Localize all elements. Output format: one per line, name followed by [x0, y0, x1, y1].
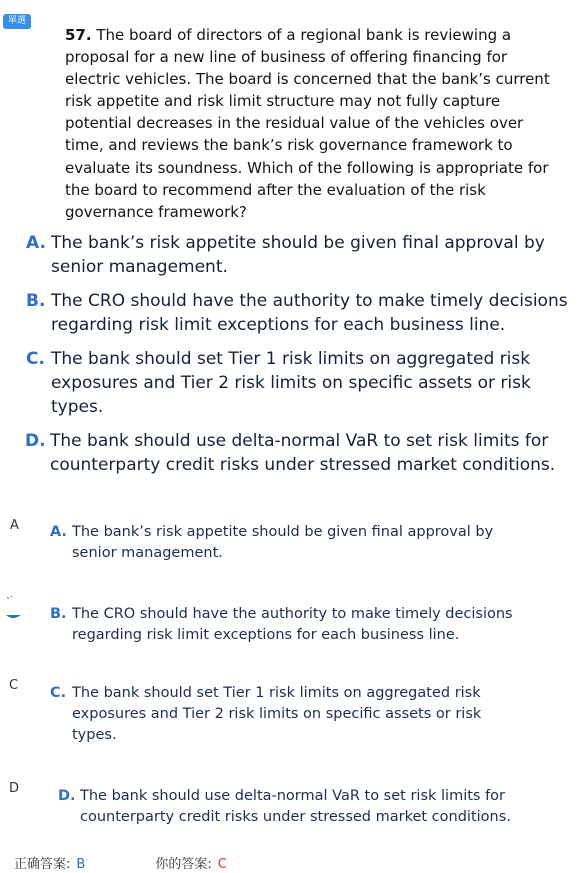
choice-text: The CRO should have the authority to make timely decisions regarding risk limit exceptions for each business line.	[72, 606, 513, 643]
question-number: 57.	[65, 26, 92, 44]
your-answer-label: 你的答案:	[155, 857, 212, 872]
option-letter: A.	[26, 233, 46, 253]
choice-side-label-a: A	[10, 518, 19, 533]
option-c	[26, 347, 551, 419]
option-letter: D.	[25, 431, 46, 451]
question-text: The board of directors of a regional bank is reviewing a proposal for a new line of business of offering financing for electric vehicles. The board is concerned that the bank’s current risk appetite and risk limit structure may not fully capture potential decreases in the residual value of the vehicles over time, and reviews the bank’s risk governance framework to evaluate its soundness. Which of the following is appropriate for the board to recommend after the evaluation of the risk governance framework?	[65, 26, 550, 221]
choice-c[interactable]	[50, 683, 500, 746]
choice-side-label-c: C	[9, 678, 19, 693]
option-text: The bank’s risk appetite should be given final approval by senior management.	[51, 233, 545, 277]
choice-letter: A.	[50, 524, 67, 540]
option-b	[26, 289, 571, 337]
choice-a[interactable]	[50, 522, 510, 564]
correct-answer-label: 正确答案:	[14, 857, 71, 872]
option-text: The bank should use delta-normal VaR to set risk limits for counterparty credit risks under stressed market conditions.	[50, 431, 556, 475]
option-text: The CRO should have the authority to make timely decisions regarding risk limit exceptions for each business line.	[51, 291, 568, 335]
option-text: The bank should set Tier 1 risk limits on aggregated risk exposures and Tier 2 risk limits on specific assets or risk types.	[51, 349, 531, 417]
choice-text: The bank should use delta-normal VaR to set risk limits for counterparty credit risks under stressed market conditions.	[80, 788, 511, 825]
choice-side-label-d: D	[9, 781, 20, 796]
choice-letter: B.	[50, 606, 67, 622]
choice-letter: D.	[58, 788, 76, 804]
option-d	[25, 429, 565, 477]
your-answer-value: C	[217, 857, 227, 872]
choice-b[interactable]	[50, 604, 535, 646]
option-letter: C.	[26, 349, 45, 369]
choice-d[interactable]	[58, 786, 528, 828]
choice-text: The bank’s risk appetite should be given final approval by senior management.	[72, 524, 494, 561]
choice-letter: C.	[50, 685, 67, 701]
question-stem	[65, 24, 565, 223]
option-a	[26, 231, 556, 279]
marker-icon	[3, 595, 23, 621]
answer-summary	[14, 857, 227, 873]
single-choice-badge: 單選	[3, 14, 31, 29]
correct-answer-value: B	[76, 857, 86, 872]
choice-text: The bank should set Tier 1 risk limits on aggregated risk exposures and Tier 2 risk limits on specific assets or risk types.	[72, 685, 482, 743]
option-letter: B.	[26, 291, 46, 311]
